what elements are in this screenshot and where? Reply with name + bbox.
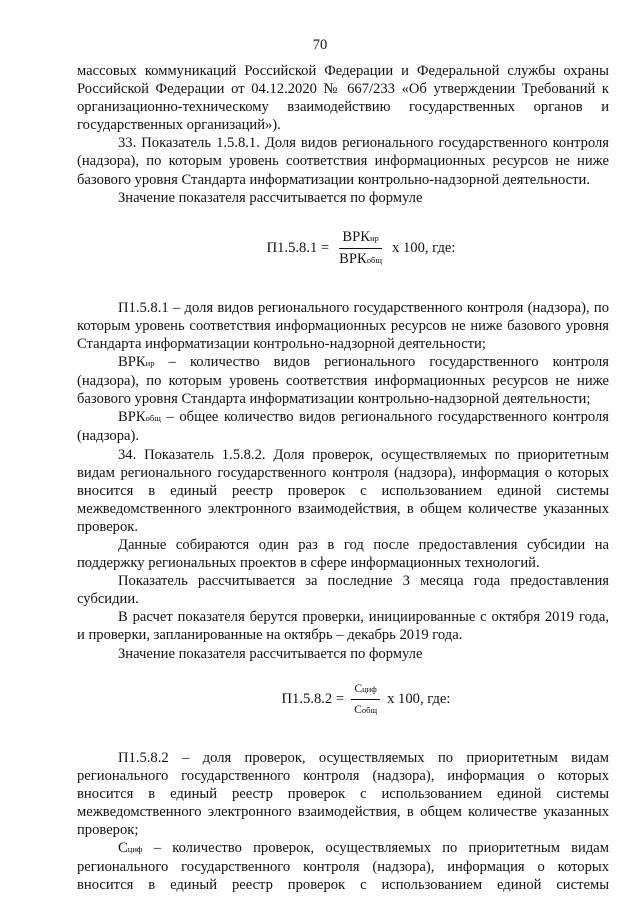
- formula-2-numerator: [351, 681, 380, 700]
- definition-vrk-obshch-text: – общее количество видов регионального государственного контроля (надзора).: [77, 409, 609, 445]
- formula-2-lhs: П1.5.8.2 =: [281, 691, 345, 708]
- formula-2-numerator-main: С: [354, 681, 363, 695]
- paragraph-indicator-34: 34. Показатель 1.5.8.2. Доля проверок, осуществляемых по приоритетным видам регионального государственного контроля (надзора), информация о которых вносится в единый реестр проверок с использованием единой системы межведомственного электронного взаимодействия, в общем количестве указанных проверок.: [77, 446, 609, 535]
- definition-vrk-ir-text: – количество видов регионального государственного контроля (надзора), по которым уровень соответствия информационных ресурсов не ниже базового уровня Стандарта информатизации контрольно-надзорной деятельности;: [77, 354, 609, 408]
- formula-1-denominator: [336, 249, 385, 268]
- definition-c-tsif-subscript: циф: [127, 844, 143, 855]
- definition-vrk-ir: [77, 353, 609, 408]
- formula-1-numerator-main: ВРК: [342, 228, 370, 245]
- formula-2-denominator-main: С: [354, 702, 362, 716]
- definition-vrk-obshch-term: ВРК: [118, 409, 146, 426]
- definition-c-tsif-term: С: [118, 840, 128, 857]
- formula-1-lhs: П1.5.8.1 =: [266, 240, 330, 257]
- formula-2-rhs: х 100, где:: [387, 691, 451, 708]
- formula-2-numerator-sub: циф: [362, 683, 377, 694]
- definition-p1581: П1.5.8.1 – доля видов регионального государственного контроля (надзора), по которым уровень соответствия информационных ресурсов не ниже базового уровня Стандарта информатизации контрольно-надзорной деятельности;: [77, 299, 609, 352]
- definition-vrk-obshch-subscript: общ: [145, 413, 161, 424]
- formula-1-denominator-sub: общ: [366, 254, 383, 265]
- paragraph-indicator-33: 33. Показатель 1.5.8.1. Доля видов регионального государственного контроля (надзора), по которым уровень соответствия информационных ресурсов не ниже базового уровня Стандарта информатизации контрольно-надзорной деятельности.: [77, 135, 609, 188]
- page-body: [77, 62, 609, 894]
- page-number: 70: [312, 37, 328, 53]
- formula-1-numerator-sub: ир: [369, 232, 379, 243]
- definition-vrk-ir-subscript: ир: [145, 358, 155, 369]
- definition-c-tsif: [77, 839, 609, 894]
- formula-1: [77, 229, 609, 268]
- formula-1-numerator: [339, 229, 382, 249]
- formula-2-denominator: [351, 700, 380, 718]
- definition-p1582: П1.5.8.2 – доля проверок, осуществляемых по приоритетным видам регионального государственного контроля (надзора), информация о которых вносится в единый реестр проверок с использованием единой системы межведомственного электронного взаимодействия, в общем количестве указанных проверок;: [77, 749, 609, 838]
- definition-c-tsif-text: – количество проверок, осуществляемых по приоритетным видам регионального государственного контроля (надзора), информация о которых вносится в единый реестр проверок с использованием единой системы: [77, 840, 609, 894]
- formula-1-denominator-main: ВРК: [339, 250, 367, 267]
- formula-2-fraction: [351, 681, 380, 718]
- paragraph-formula-intro-1: Значение показателя рассчитывается по формуле: [118, 189, 423, 206]
- formula-2: [77, 681, 609, 718]
- definition-vrk-ir-term: ВРК: [118, 354, 146, 371]
- definition-vrk-obshch: [77, 408, 609, 445]
- paragraph-intro: массовых коммуникаций Российской Федерации и Федеральной службы охраны Российской Федерации от 04.12.2020 № 667/233 «Об утверждении Требований к организационно-техническому взаимодействию государственных органов и государственных организаций»).: [77, 63, 609, 134]
- formula-1-rhs: х 100, где:: [392, 240, 456, 257]
- paragraph-formula-intro-2: Значение показателя рассчитывается по формуле: [118, 645, 423, 662]
- formula-1-fraction: [336, 229, 385, 268]
- paragraph-data-collection: Данные собираются один раз в год после предоставления субсидии на поддержку региональных проектов в сфере информационных технологий.: [77, 536, 609, 572]
- paragraph-calculation: В расчет показателя берутся проверки, инициированные с октября 2019 года, и проверки, запланированные на октябрь – декабрь 2019 года.: [77, 609, 609, 644]
- paragraph-period: Показатель рассчитывается за последние 3 месяца года предоставления субсидии.: [77, 573, 609, 608]
- formula-2-denominator-sub: общ: [361, 704, 378, 715]
